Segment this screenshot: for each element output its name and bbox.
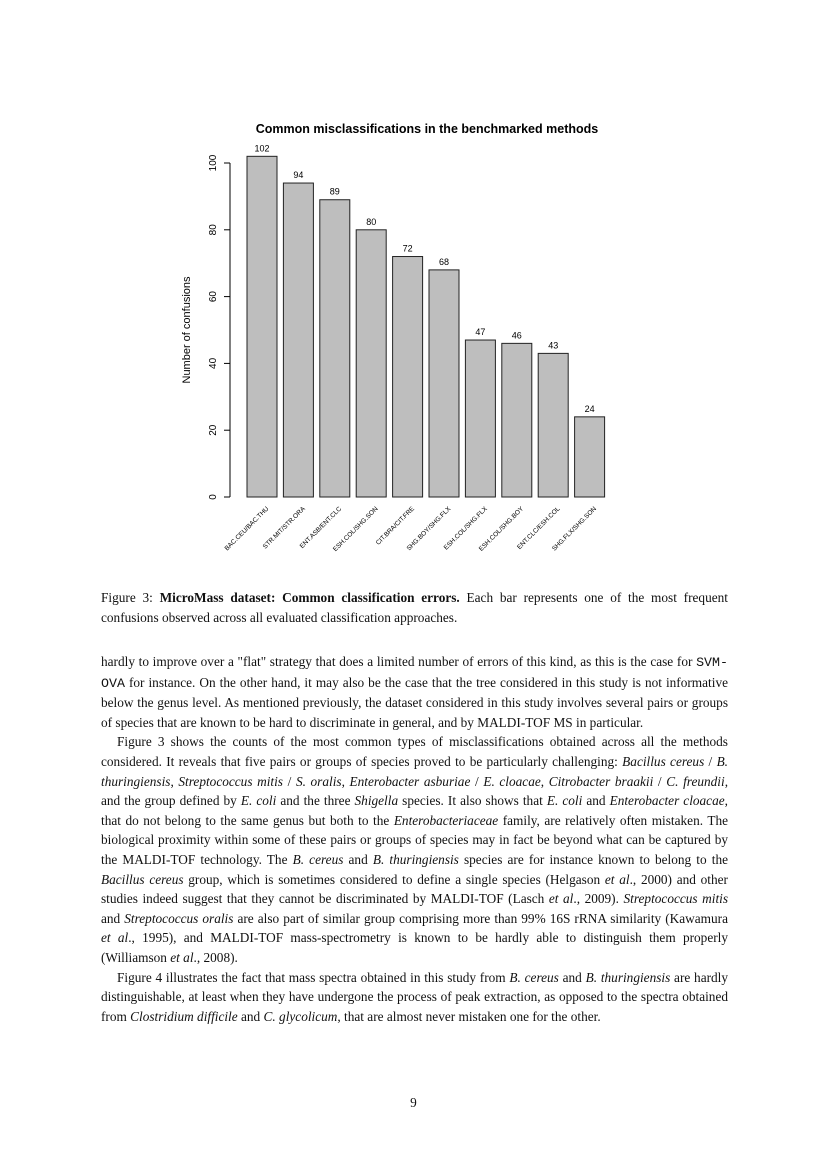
figure-caption — [101, 588, 728, 627]
text-run: , — [341, 773, 350, 789]
text-run: species are for instance known to belong to the — [458, 851, 728, 867]
text-run: and the three — [276, 793, 355, 809]
chart-title: Common misclassifications in the benchmarked methods — [255, 122, 599, 136]
bar — [429, 270, 459, 497]
text-run: ., 2008). — [193, 949, 238, 965]
x-tick-label: BAC.CEU/BAC.THU — [223, 505, 271, 553]
text-run: , — [540, 773, 549, 789]
text-run: for instance. On the other hand, it may also be the case that the tree considered in this study is not informative below the genus level. As mentioned previously, the dataset considered in this study involves several pairs or groups of species that are known to be hard to discriminate in general, and by MALDI-TOF MS in particular. — [101, 674, 728, 730]
italic-text: C. freundii — [666, 773, 725, 789]
text-run: ., 2000) and other studies indeed suggest that they cannot be discriminated by MALDI-TOF (Lasch — [101, 871, 728, 907]
bar-value-label: 89 — [329, 186, 340, 197]
bar — [538, 353, 568, 497]
caption-title: MicroMass dataset: Common classification errors. — [159, 590, 460, 605]
italic-text: et al — [604, 871, 630, 887]
text-run: SVM-OVA — [101, 655, 728, 691]
text-run: are also part of similar group comprising more than 99% 16S rRNA similarity (Kawamura — [233, 910, 729, 926]
italic-text: Streptococcus mitis — [623, 891, 729, 907]
italic-text: Citrobacter braakii — [548, 773, 654, 789]
paragraph — [101, 968, 728, 1027]
y-axis-label: Number of confusions — [181, 276, 193, 384]
body-text — [101, 652, 728, 1026]
italic-text: B. thuringiensis — [585, 969, 671, 985]
bar — [465, 340, 495, 497]
bar — [320, 200, 350, 497]
text-run: and — [582, 793, 610, 809]
bar-value-label: 47 — [475, 327, 486, 338]
text-run: , and the group defined by — [101, 773, 729, 809]
y-tick-label: 0 — [208, 494, 219, 500]
text-run: family, are relatively often mistaken. The biological proximity within some of these pairs or groups of species may in fact be beyond what can be captured by the MALDI-TOF technology. The — [101, 812, 728, 867]
bar-value-label: 102 — [254, 143, 270, 154]
text-run: Figure 4 illustrates the fact that mass spectra obtained in this study from — [117, 969, 510, 985]
italic-text: et al — [101, 930, 129, 946]
italic-text: B. cereus — [292, 851, 344, 867]
italic-text: Clostridium difficile — [130, 1008, 238, 1024]
x-tick-label: ESH.COL/SHG.FLX — [442, 505, 489, 552]
text-run: / — [704, 753, 717, 769]
text-run: are hardly distinguishable, at least when they have undergone the process of peak extraction, as opposed to the spectra obtained from — [101, 969, 729, 1024]
text-run: / — [653, 773, 667, 789]
text-run: and — [101, 910, 125, 926]
italic-text: Bacillus cereus — [622, 753, 705, 769]
italic-text: et al — [548, 891, 574, 907]
text-run: and — [343, 851, 373, 867]
italic-text: Enterobacteriaceae — [393, 812, 499, 828]
italic-text: B. cereus — [509, 969, 559, 985]
bar — [393, 257, 423, 497]
bar-value-label: 43 — [548, 340, 559, 351]
x-tick-label: CIT.BRA/CIT.FRE — [374, 505, 417, 547]
text-run: , that do not belong to the same genus but both to the — [101, 793, 728, 828]
caption-label: Figure 3: — [101, 590, 160, 605]
paragraph — [101, 732, 728, 967]
italic-text: B. thuringiensis — [372, 851, 459, 867]
italic-text: E. coli — [240, 793, 277, 809]
text-run: group, which is sometimes considered to define a single species (Helgason — [183, 871, 605, 887]
bar-chart — [0, 0, 827, 570]
bar — [502, 343, 532, 497]
bar — [575, 417, 605, 497]
italic-text: Bacillus cereus — [101, 871, 184, 887]
bar-value-label: 24 — [584, 403, 595, 414]
text-run: Figure 3 shows the counts of the most common types of misclassifications obtained across all the methods considered. It reveals that five pairs or groups of species proved to be particularly challenging: — [101, 734, 728, 769]
bar-value-label: 68 — [438, 256, 450, 267]
text-run: ., 1995), and MALDI-TOF mass-spectrometry is known to be hardly able to distinguish them properly (Williamson — [101, 930, 728, 965]
caption-text: Each bar represents one of the most frequent confusions observed across all evaluated classification approaches. — [101, 590, 728, 625]
x-tick-label: SHG.FLX/SHG.SON — [550, 505, 599, 553]
text-run: , — [170, 773, 179, 789]
y-tick-label: 80 — [208, 224, 219, 236]
text-run: species. It also shows that — [398, 793, 547, 809]
italic-text: Streptococcus mitis — [178, 773, 283, 789]
italic-text: Enterobacter cloacae — [609, 793, 725, 809]
text-run: ., 2009). — [573, 891, 624, 907]
page-number: 9 — [410, 1095, 417, 1110]
bar-value-label: 80 — [366, 216, 377, 227]
bar-value-label: 46 — [511, 330, 522, 341]
italic-text: et al — [170, 949, 194, 965]
text-run: / — [470, 773, 484, 789]
bar-value-label: 72 — [402, 243, 413, 254]
italic-text: C. glycolicum — [263, 1008, 338, 1024]
italic-text: E. coli — [546, 793, 583, 809]
x-tick-label: ESH.COL/SHG.BOY — [477, 505, 526, 553]
text-run: and — [237, 1008, 264, 1024]
bar-value-label: 94 — [293, 170, 304, 181]
italic-text: E. cloacae — [483, 773, 541, 789]
italic-text: S. oralis — [295, 773, 342, 789]
paragraph — [101, 652, 728, 732]
italic-text: Shigella — [354, 793, 399, 809]
italic-text: Enterobacter asburiae — [349, 773, 471, 789]
x-tick-label: SHG.BOY/SHG.FLX — [405, 505, 453, 553]
x-tick-label: ENT.ASB/ENT.CLC — [298, 505, 344, 551]
y-tick-label: 100 — [208, 154, 219, 172]
bar — [247, 156, 277, 497]
y-tick-label: 20 — [208, 424, 219, 436]
bar — [283, 183, 313, 497]
text-run: hardly to improve over a "flat" strategy that does a limited number of errors of this kind, as this is the case for — [101, 654, 697, 669]
text-run: , that are almost never mistaken one for the other. — [337, 1008, 601, 1024]
y-tick-label: 40 — [208, 357, 219, 369]
bar — [356, 230, 386, 497]
x-tick-label: STR.MIT/STR.ORA — [261, 505, 307, 551]
text-run: / — [282, 773, 296, 789]
x-tick-label: ESH.COL/SHG.SON — [332, 505, 380, 554]
y-tick-label: 60 — [208, 291, 219, 303]
x-tick-label: ENT.CLC/ESH.COL — [516, 505, 562, 552]
italic-text: B. thuringiensis — [101, 753, 729, 789]
text-run: and — [558, 969, 586, 985]
italic-text: Streptococcus oralis — [124, 910, 234, 926]
